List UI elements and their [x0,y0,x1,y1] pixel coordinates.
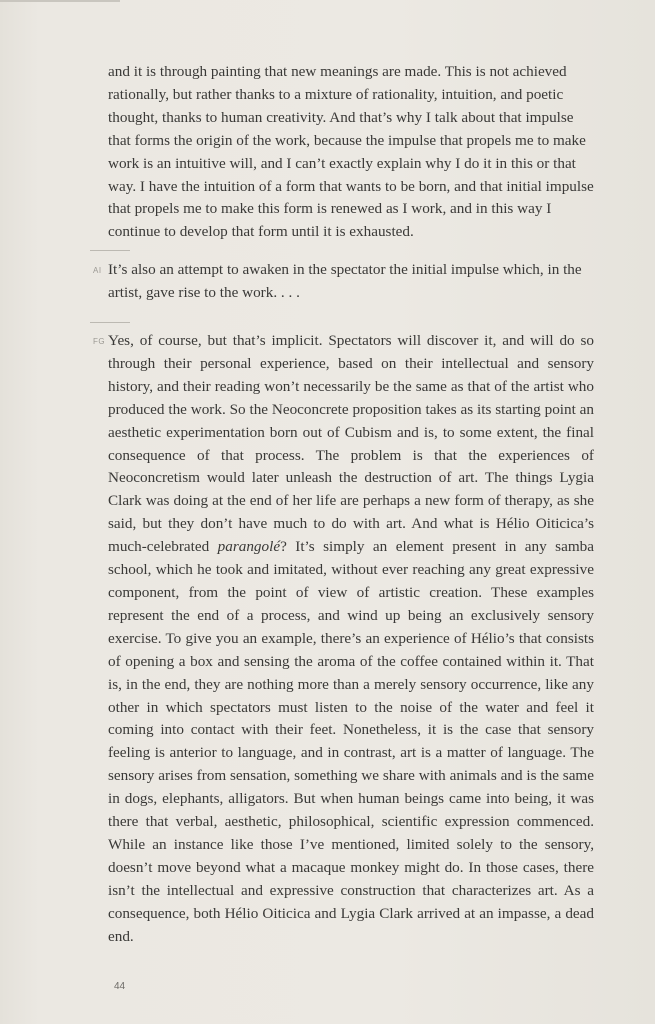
speaker-label-fg: FG [93,337,106,346]
speaker-rule-ai [90,250,130,251]
speaker-rule-fg [90,322,130,323]
paragraph-continuation: and it is through painting that new meanings are made. This is not achieved rationally, but rather thanks to a mixture of rationality, intuition, and poetic thought, thanks to human creativity. And that’s why I talk about that impulse that forms the origin of the work, because the impulse that propels me to make work is an intuitive will, and I can’t exactly explain why I do it in this or that way. I have the intuition of a form that wants to be born, and that initial impulse that propels me to make this form is renewed as I work, and in this way I continue to develop that form until it is exhausted. [108,63,594,241]
answer-text-start: Yes, of course, but that’s implicit. Spectators will discover it, and will do so through their personal experience, based on their intellectual and sensory history, and their reading won’t necessarily be the same as that of the artist who produced the work. So the Neoconcrete proposition takes as its starting point an aesthetic experimentation born out of Cubism and is, to some extent, the final consequence of that process. The problem is that the experiences of Neoconcretism would later unleash the destruction of art. The things Lygia Clark was doing at the end of her life are perhaps a new form of therapy, as she said, but they don’t have much to do with art. And what is Hélio Oiticica’s much-celebrated [108,332,594,556]
answer-text-end: ? It’s simply an element present in any samba school, which he took and imitated, without ever reaching any great expressive component, from the point of view of artistic creation. These examples represent the end of a process, and wind up being an exclusively sensory exercise. To give you an example, there’s an experience of Hélio’s that consists of opening a box and sensing the aroma of the coffee contained within it. That is, in the end, they are nothing more than a merely sensory occurrence, like any other in which spectators must listen to the noise of the water and feel it coming into contact with their feet. Nonetheless, it is the case that sensory feeling is anterior to language, and in contrast, art is a matter of language. The sensory arises from sensation, something we share with animals and is the same in dogs, elephants, alligators. But when human beings came into being, it was there that verbal, aesthetic, philosophical, scientific expression commenced. While an instance like those I’ve mentioned, limited solely to the sensory, doesn’t move beyond what a macaque monkey might do. In those cases, there isn’t the intellectual and expressive construction that characterizes art. As a consequence, both Hélio Oiticica and Lygia Clark arrived at an impasse, a dead end. [108,538,594,945]
answer-italic-term: parangolé [217,538,281,556]
speaker-label-ai: AI [93,266,102,275]
top-edge-line [0,0,120,2]
page-number: 44 [114,981,126,992]
paragraph-fg-answer [108,330,594,948]
paragraph-ai-question: It’s also an attempt to awaken in the spectator the initial impulse which, in the artist, gave rise to the work. . . . [108,261,582,301]
